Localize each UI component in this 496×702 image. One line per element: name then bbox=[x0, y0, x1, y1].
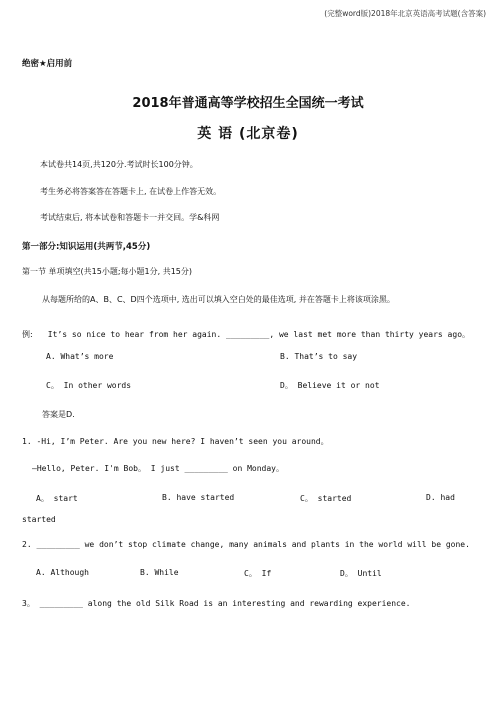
exam-title: 2018年普通高等学校招生全国统一考试 bbox=[132, 96, 364, 111]
question-2-line1: 2. _________ we don’t stop climate change, many animals and plants in the world will be gone. bbox=[22, 540, 470, 549]
question-2-option-c: C。 If bbox=[244, 569, 272, 578]
example-prefix: 例: bbox=[22, 330, 33, 339]
question-1-option-b: B. have started bbox=[162, 493, 235, 502]
example-option-c: C。 In other words bbox=[46, 381, 132, 390]
question-1-line2: —Hello, Peter. I'm Bob。 I just _________ on Monday。 bbox=[32, 464, 285, 473]
example-stem: It’s so nice to hear from her again. _________, we last met more than thirty years ago。 bbox=[47, 330, 471, 339]
example-option-a: A. What’s more bbox=[46, 352, 114, 361]
part-title: 第一部分:知识运用(共两节,45分) bbox=[22, 242, 151, 252]
note-line: 本试卷共14页,共120分.考试时长100分钟。 bbox=[40, 160, 198, 169]
section-title: 第一节 单项填空(共15小题;每小题1分, 共15分) bbox=[22, 267, 193, 276]
question-1-option-d: D. had bbox=[426, 493, 455, 502]
question-2-option-d: D。 Until bbox=[340, 569, 382, 578]
question-1-option-c: C。 started bbox=[300, 494, 352, 503]
question-2-option-b: B. While bbox=[140, 568, 179, 577]
exam-subtitle: 英 语 (北京卷) bbox=[197, 126, 299, 142]
example-option-b: B. That’s to say bbox=[280, 352, 358, 361]
question-2-option-a: A. Although bbox=[36, 568, 89, 577]
question-1-line1: 1. -Hi, I’m Peter. Are you new here? I haven’t seen you around。 bbox=[22, 437, 329, 446]
question-1-option-a: A。 start bbox=[36, 494, 78, 503]
example-option-d: D。 Believe it or not bbox=[280, 381, 380, 390]
document-header: (完整word版)2018年北京英语高考试题(含答案) bbox=[324, 9, 486, 18]
secret-label: 绝密★启用前 bbox=[22, 59, 73, 69]
note-line: 考试结束后, 将本试卷和答题卡一并交回。学&科网 bbox=[40, 213, 220, 222]
question-1-option-d-wrap: started bbox=[22, 515, 56, 524]
note-line: 考生务必将答案答在答题卡上, 在试卷上作答无效。 bbox=[40, 187, 222, 196]
instruction-text: 从每题所给的A、B、C、D四个选项中, 选出可以填入空白处的最佳选项, 并在答题卡上将该项涂黑。 bbox=[42, 295, 395, 304]
question-3-line1: 3。 _________ along the old Silk Road is an interesting and rewarding experience. bbox=[22, 599, 411, 608]
example-line bbox=[22, 322, 470, 341]
example-answer: 答案是D. bbox=[42, 410, 75, 419]
